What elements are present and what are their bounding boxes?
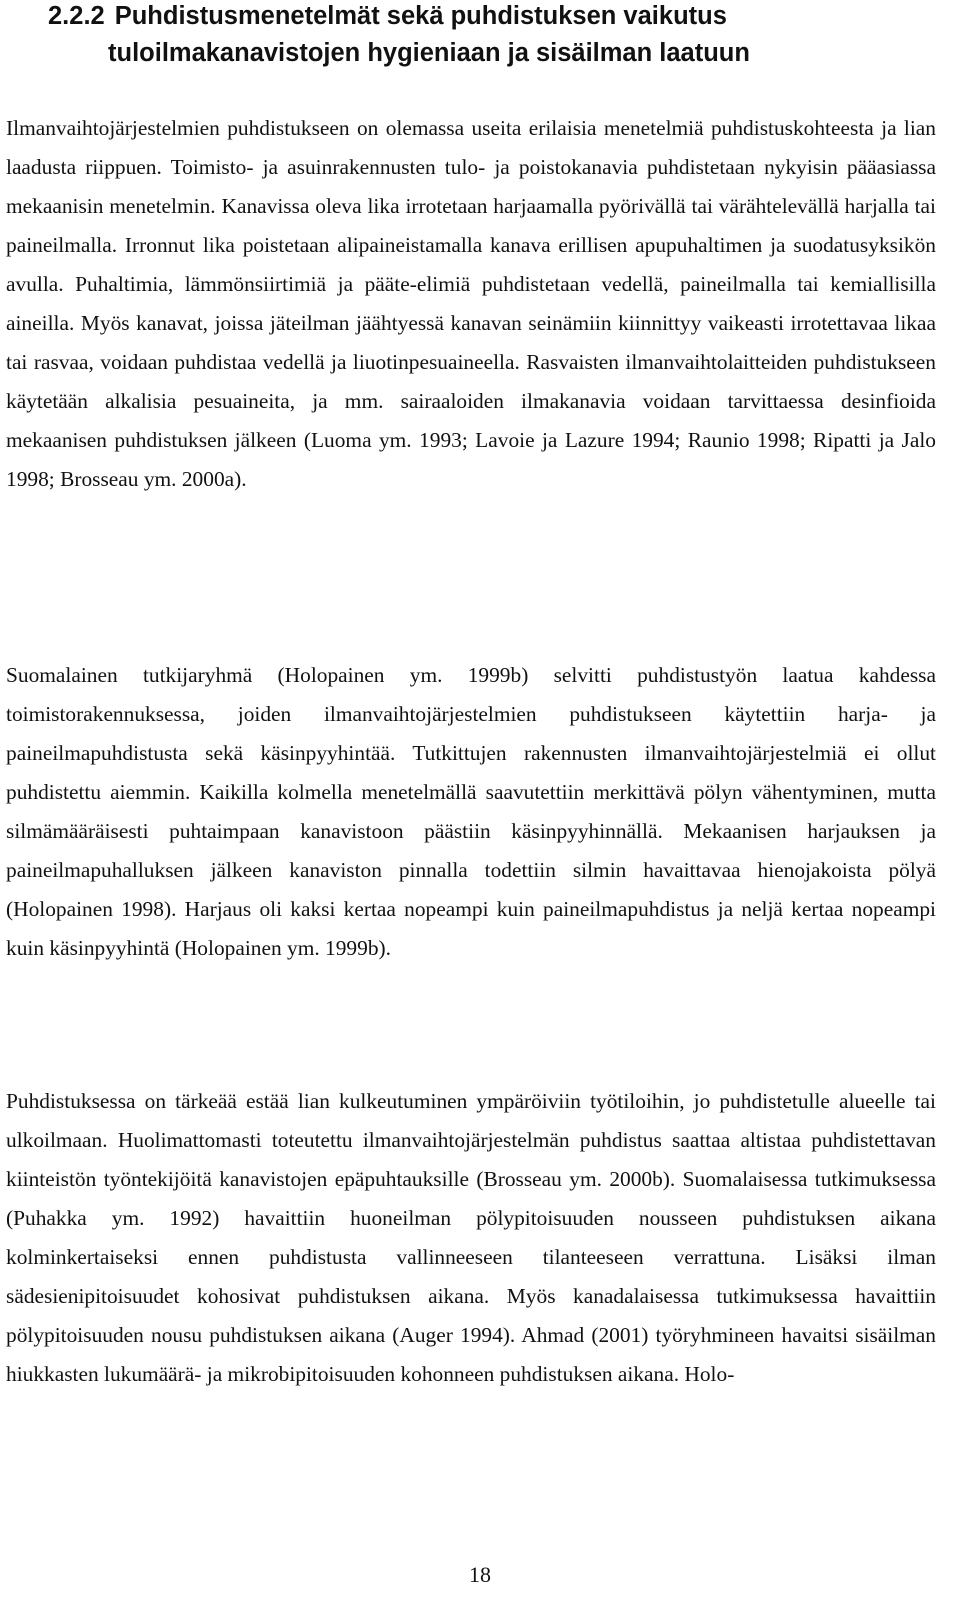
section-title-line1: Puhdistusmenetelmät sekä puhdistuksen vaikutus: [114, 2, 727, 30]
page-number: 18: [469, 1562, 491, 1587]
paragraph-cleaning-methods: Ilmanvaihtojärjestelmien puhdistukseen on olemassa useita erilaisia menetelmiä puhdistuskohteesta ja lian laadusta riippuen. Toimisto- ja asuinrakennusten tulo- ja poistokanavia puhdistetaan nykyisin pääasiassa mekaanisin menetelmin. Kanavissa oleva lika irrotetaan harjaamalla pyörivällä tai värähtelevällä harjalla tai paineilmalla. Irronnut lika poistetaan alipaineistamalla kanava erillisen apupuhaltimen ja suodatusyksikön avulla. Puhaltimia, lämmönsiirtimiä ja pääte-elimiä puhdistetaan vedellä, paineilmalla tai kemiallisilla aineilla. Myös kanavat, joissa jäteilman jäähtyessä kanavan seinämiin kiinnittyy vaikeasti irrotettavaa likaa tai rasvaa, voidaan puhdistaa vedellä ja liuotinpesuaineella. Rasvaisten ilmanvaihtolaitteiden puhdistukseen käytetään alkalisia pesuaineita, ja mm. sairaaloiden ilmakanavia voidaan tarvittaessa desinfioida mekaanisen puhdistuksen jälkeen (Luoma ym. 1993; Lavoie ja Lazure 1994; Raunio 1998; Ripatti ja Jalo 1998; Brosseau ym. 2000a).: [6, 116, 936, 491]
paragraph-dust-spread: Puhdistuksessa on tärkeää estää lian kulkeutuminen ympäröiviin työtiloihin, jo puhdistetulle alueelle tai ulkoilmaan. Huolimattomasti toteutettu ilmanvaihtojärjestelmän puhdistus saattaa altistaa puhdistettavan kiinteistön työntekijöitä kanavistojen epäpuhtauksille (Brosseau ym. 2000b). Suomalaisessa tutkimuksessa (Puhakka ym. 1992) havaittiin huoneilman pölypitoisuuden nousseen puhdistuksen aikana kolminkertaiseksi ennen puhdistusta vallinneeseen tilanteeseen verrattuna. Lisäksi ilman sädesienipitoisuudet kohosivat puhdistuksen aikana. Myös kanadalaisessa tutkimuksessa havaittiin pölypitoisuuden nousu puhdistuksen aikana (Auger 1994). Ahmad (2001) työryhmineen havaitsi sisäilman hiukkasten lukumäärä- ja mikrobipitoisuuden kohonneen puhdistuksen aikana. Holo-: [6, 1089, 936, 1386]
section-heading: [48, 0, 948, 72]
paragraph-finnish-study: Suomalainen tutkijaryhmä (Holopainen ym. 1999b) selvitti puhdistustyön laatua kahdessa toimistorakennuksessa, joiden ilmanvaihtojärjestelmien puhdistukseen käytettiin harja- ja paineilmapuhdistusta sekä käsinpyyhintää. Tutkittujen rakennusten ilmanvaihtojärjestelmiä ei ollut puhdistettu aiemmin. Kaikilla kolmella menetelmällä saavutettiin merkittävä pölyn vähentyminen, mutta silmämääräisesti puhtaimpaan kanavistoon päästiin käsinpyyhinnällä. Mekaanisen harjauksen ja paineilmapuhalluksen jälkeen kanaviston pinnalla todettiin silmin havaittavaa hienojakoista pölyä (Holopainen 1998). Harjaus oli kaksi kertaa nopeampi kuin paineilmapuhdistus ja neljä kertaa nopeampi kuin käsinpyyhintä (Holopainen ym. 1999b).: [6, 663, 936, 960]
section-title-line2: tuloilmakanavistojen hygieniaan ja sisäilman laatuun: [108, 39, 750, 67]
section-number: 2.2.2: [48, 2, 105, 30]
